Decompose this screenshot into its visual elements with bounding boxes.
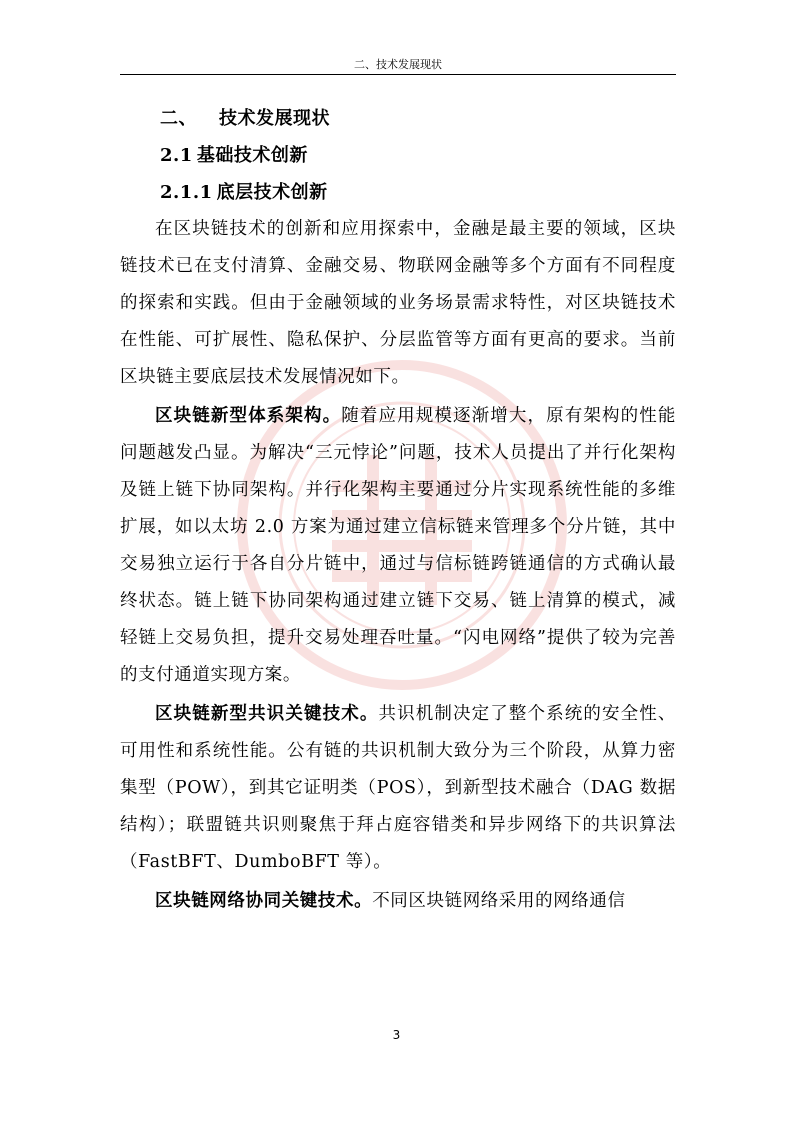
consensus-paragraph [120, 696, 676, 881]
section-heading-level1 [160, 100, 676, 137]
page-number: 3 [392, 1028, 401, 1042]
paragraph-lead: 区块链网络协同关键技术。 [155, 891, 373, 911]
paragraph-body: 随着应用规模逐渐增大，原有架构的性能问题越发凸显。为解决“三元悖论”问题，技术人员提出了并行化架构及链上链下协同架构。并行化架构主要通过分片实现系统性能的多维扩展，如以太坊 2.0 方案为通过建立信标链来管理多个分片链，其中交易独立运行于各自分片链中，通过与信标链跨链通信的方式确认最终状态。链上链下协同架构通过建立链下交易、链上清算的模式，减轻链上交易负担，提升交易处理吞吐量。“闪电网络”提供了较为完善的支付通道实现方案。 [120, 406, 676, 685]
paragraph-body: 共识机制决定了整个系统的安全性、可用性和系统性能。公有链的共识机制大致分为三个阶段，从算力密集型（POW），到其它证明类（POS），到新型技术融合（DAG 数据结构）；联盟链共识则聚焦于拜占庭容错类和异步网络下的共识算法（FastBFT、DumboBFT 等）。 [120, 704, 676, 872]
heading-title: 技术发展现状 [219, 108, 330, 129]
header-rule [120, 74, 676, 75]
architecture-paragraph [120, 398, 676, 694]
paragraph-lead: 区块链新型共识关键技术。 [155, 704, 379, 724]
running-header: 二、技术发展现状 [354, 58, 442, 71]
heading-number: 二、 [160, 108, 197, 129]
heading-title: 基础技术创新 [196, 145, 308, 166]
network-paragraph [120, 883, 676, 920]
section-heading-level3 [160, 174, 676, 211]
heading-title: 底层技术创新 [216, 182, 328, 203]
heading-number: 2.1.1 [160, 182, 213, 203]
page-body [120, 100, 676, 920]
heading-number: 2.1 [160, 145, 193, 166]
paragraph-lead: 区块链新型体系架构。 [155, 406, 342, 426]
intro-paragraph: 在区块链技术的创新和应用探索中，金融是最主要的领域，区块链技术已在支付清算、金融交易、物联网金融等多个方面有不同程度的探索和实践。但由于金融领域的业务场景需求特性，对区块链技术在性能、可扩展性、隐私保护、分层监管等方面有更高的要求。当前区块链主要底层技术发展情况如下。 [120, 219, 676, 387]
paragraph-body: 不同区块链网络采用的网络通信 [372, 891, 626, 911]
section-heading-level2 [160, 137, 676, 174]
